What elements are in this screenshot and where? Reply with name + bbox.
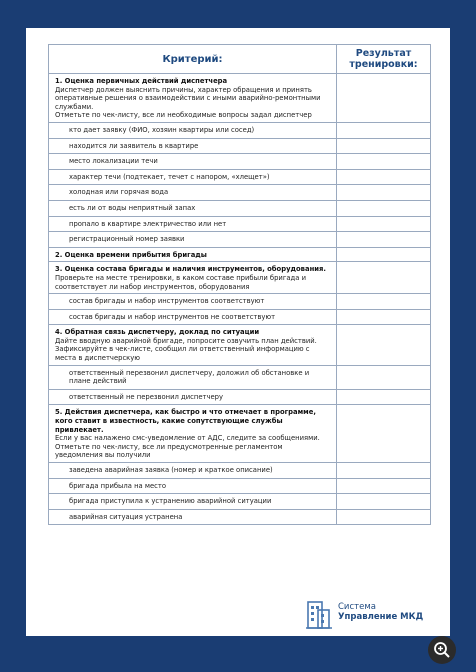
check-item: холодная или горячая вода xyxy=(69,188,169,197)
table-row xyxy=(49,232,431,248)
section-description: Проверьте на месте тренировки, в каком составе прибыли бригада и соответствует ли набор инструментов, оборудования xyxy=(55,273,307,291)
result-cell[interactable] xyxy=(337,74,431,123)
check-item: находится ли заявитель в квартире xyxy=(69,141,199,150)
table-row xyxy=(49,309,431,325)
checklist-table xyxy=(48,44,431,525)
result-column-header: Результат тренировки: xyxy=(337,45,431,74)
table-row xyxy=(49,200,431,216)
check-item: кто дает заявку (ФИО, хозяин квартиры или сосед) xyxy=(69,125,255,134)
section-description: Диспетчер должен выяснить причины, характер обращения и принять оперативные решения о взаимодействии с иными аварийно-ремонтными службами. xyxy=(55,85,321,111)
table-row xyxy=(49,216,431,232)
logo-text xyxy=(338,602,423,622)
result-cell[interactable] xyxy=(337,169,431,185)
table-row xyxy=(49,122,431,138)
check-item: аварийная ситуация устранена xyxy=(69,512,183,521)
table-row xyxy=(49,185,431,201)
check-item: состав бригады и набор инструментов соответствуют xyxy=(69,297,265,306)
table-header xyxy=(49,45,431,74)
check-item: ответственный не перезвонил диспетчеру xyxy=(69,392,224,401)
criteria-column-header: Критерий: xyxy=(49,45,337,74)
result-cell[interactable] xyxy=(337,232,431,248)
section-instruction: Отметьте по чек-листу, все ли необходимые вопросы задал диспетчер xyxy=(55,111,312,120)
table-row xyxy=(49,463,431,479)
table-row xyxy=(49,365,431,389)
table-row xyxy=(49,138,431,154)
result-cell[interactable] xyxy=(337,389,431,405)
result-cell[interactable] xyxy=(337,247,431,262)
section-title: 4. Обратная связь диспетчеру, доклад по ситуации xyxy=(55,328,260,337)
table-row xyxy=(49,169,431,185)
section-2 xyxy=(49,247,431,262)
result-cell[interactable] xyxy=(337,122,431,138)
result-cell[interactable] xyxy=(337,325,431,365)
check-item: регистрационный номер заявки xyxy=(69,235,185,244)
table-row xyxy=(49,389,431,405)
check-item: бригада приступила к устранению аварийной ситуации xyxy=(69,497,272,506)
result-cell[interactable] xyxy=(337,494,431,510)
check-item: бригада прибыла на место xyxy=(69,481,167,490)
result-cell[interactable] xyxy=(337,309,431,325)
section-instruction: Отметьте по чек-листу, все ли предусмотренные регламентом уведомления вы получили xyxy=(55,442,283,460)
check-item: пропало в квартире электричество или нет xyxy=(69,219,227,228)
section-5 xyxy=(49,405,431,463)
check-item: заведена аварийная заявка (номер и краткое описание) xyxy=(69,466,273,474)
result-cell[interactable] xyxy=(337,185,431,201)
logo-line2: Управление МКД xyxy=(338,612,424,622)
result-cell[interactable] xyxy=(337,200,431,216)
checklist-sheet xyxy=(26,28,450,636)
result-cell[interactable] xyxy=(337,216,431,232)
check-item: место локализации течи xyxy=(69,157,158,166)
table-row xyxy=(49,294,431,310)
section-1 xyxy=(49,74,431,123)
zoom-in-icon xyxy=(428,636,456,664)
section-description: Дайте вводную аварийной бригаде, попросите озвучить план действий. Зафиксируйте в чек-листе, сообщил ли ответственный информацию с места в диспетчерскую xyxy=(55,336,317,363)
logo-line1: Система xyxy=(338,602,376,612)
result-cell[interactable] xyxy=(337,365,431,389)
building-icon xyxy=(306,600,332,630)
result-cell[interactable] xyxy=(337,463,431,479)
result-cell[interactable] xyxy=(337,478,431,494)
result-cell[interactable] xyxy=(337,405,431,463)
check-item: характер течи (подтекает, течет с напором, «хлещет») xyxy=(69,172,270,181)
result-cell[interactable] xyxy=(337,154,431,170)
table-row xyxy=(49,154,431,170)
section-3 xyxy=(49,262,431,294)
section-title: 2. Оценка времени прибытия бригады xyxy=(55,250,207,259)
company-logo xyxy=(306,600,436,630)
section-4 xyxy=(49,325,431,365)
check-item: состав бригады и набор инструментов не соответствуют xyxy=(69,312,276,321)
check-item: есть ли от воды неприятный запах xyxy=(69,203,196,212)
result-cell[interactable] xyxy=(337,138,431,154)
check-item: ответственный перезвонил диспетчеру, доложил об обстановке и плане действий xyxy=(69,368,310,386)
result-cell[interactable] xyxy=(337,294,431,310)
zoom-button[interactable] xyxy=(428,636,456,664)
result-cell[interactable] xyxy=(337,262,431,294)
section-description: Если у вас налажено смс-уведомление от АДС, следите за сообщениями. xyxy=(55,434,320,443)
table-row xyxy=(49,509,431,525)
table-row xyxy=(49,494,431,510)
result-cell[interactable] xyxy=(337,509,431,525)
table-row xyxy=(49,478,431,494)
section-title: 5. Действия диспетчера, как быстро и что отмечает в программе, кого ставит в известность, какие сопутствующие службы привлекает. xyxy=(55,408,316,434)
section-title: 3. Оценка состава бригады и наличия инструментов, оборудования. xyxy=(55,265,326,274)
section-title: 1. Оценка первичных действий диспетчера xyxy=(55,77,228,85)
